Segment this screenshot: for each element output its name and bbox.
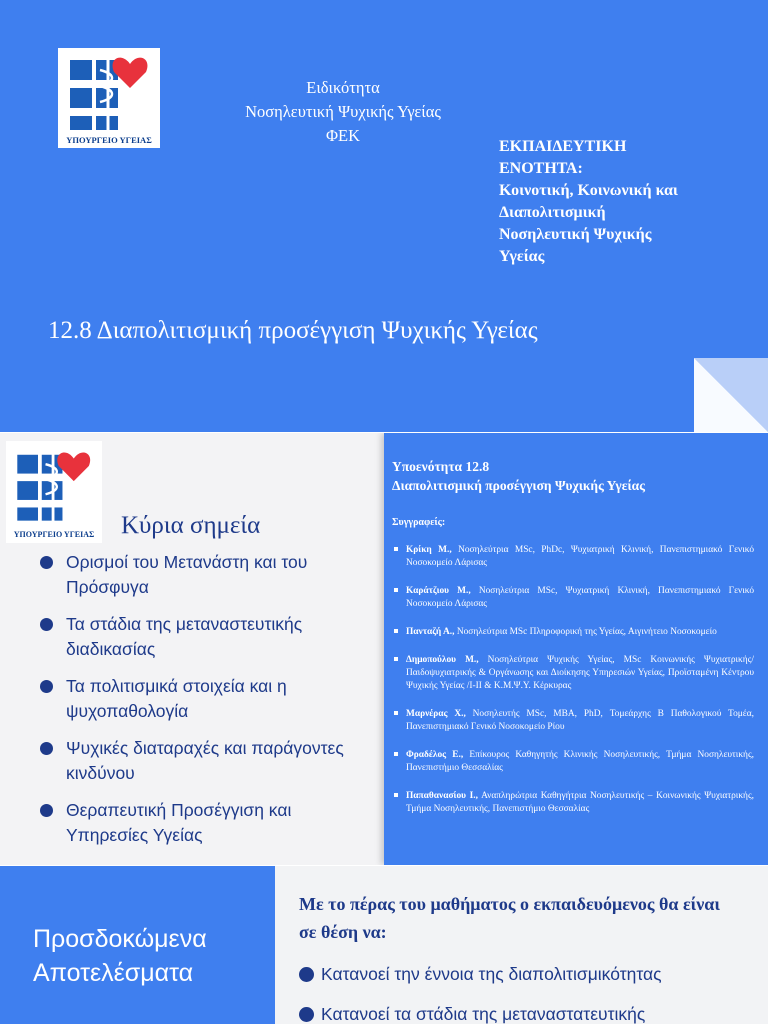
authors-panel	[384, 433, 768, 865]
author-desc: Νοσηλεύτρια MSc, Ψυχιατρική Κλινική, Πανεπιστημιακό Γενικό Νοσοκομείο Λάρισας	[406, 586, 755, 609]
outcomes-intro: Με το πέρας του μαθήματος ο εκπαιδευόμενος θα είναι σε θέση να:	[299, 894, 720, 942]
list-item	[40, 550, 370, 600]
author-name: Φραδέλος Ε.,	[406, 750, 464, 760]
list-item-text: Τα στάδια της μεταναστευτικής διαδικασίας	[66, 614, 303, 659]
author-item	[394, 544, 754, 570]
key-points-heading: Κύρια σημεία	[121, 512, 261, 539]
heading-line: ΦΕΚ	[325, 126, 361, 145]
folded-corner-decoration	[694, 358, 768, 432]
list-item	[299, 1001, 759, 1024]
authors-label: Συγγραφείς:	[392, 517, 446, 528]
list-item-text: Κατανοεί την έννοια της διαπολιτισμικότητας	[321, 964, 662, 984]
module-heading	[499, 136, 739, 268]
bullet-dot-icon	[299, 967, 314, 982]
author-item	[394, 626, 754, 639]
heading-line: Ειδικότητα	[306, 78, 380, 97]
bullet-square-icon	[394, 657, 398, 661]
outcomes-title: Προσδοκώμενα Αποτελέσματα	[33, 925, 207, 987]
outcomes-title-panel	[0, 866, 275, 1024]
specialty-heading	[208, 76, 478, 148]
list-item-text: Ψυχικές διαταραχές και παράγοντες κινδύνου	[66, 738, 344, 783]
title-slide	[0, 0, 768, 432]
bullet-dot-icon	[40, 618, 53, 631]
logo-caption: ΥΠΟΥΡΓΕΙΟ ΥΓΕΙΑΣ	[13, 530, 95, 539]
author-name: Καράτζιου Μ.,	[406, 586, 471, 596]
author-item	[394, 790, 754, 816]
list-item	[40, 612, 370, 662]
outcomes-panel	[275, 866, 768, 1024]
author-item	[394, 708, 754, 734]
module-line: Νοσηλευτική Ψυχικής	[499, 226, 652, 243]
bullet-dot-icon	[40, 680, 53, 693]
bullet-square-icon	[394, 711, 398, 715]
list-item	[40, 674, 370, 724]
author-desc: Νοσηλεύτρια MSc Πληροφορική της Υγείας, Αιγινήτειο Νοσοκομείο	[456, 627, 717, 637]
list-item	[40, 798, 370, 848]
caduceus-heart-icon	[58, 48, 160, 132]
author-item	[394, 585, 754, 611]
author-name: Πανταζή Α.,	[406, 627, 455, 637]
module-line: ΕΚΠΑΙΔΕΥΤΙΚΗ	[499, 138, 627, 155]
bullet-dot-icon	[299, 1007, 314, 1022]
bullet-dot-icon	[40, 804, 53, 817]
subunit-line: Διαπολιτισμική προσέγγιση Ψυχικής Υγείας	[392, 478, 645, 493]
author-desc: Αναπληρώτρια Καθηγήτρια Νοσηλευτικής – Κοινωνικής Ψυχιατρικής, Τμήμα Νοσηλευτικής, Πανεπιστήμιο Θεσσαλίας	[406, 791, 754, 814]
module-line: Κοινοτική, Κοινωνική και	[499, 182, 678, 199]
author-name: Μαρνέρας Χ.,	[406, 709, 466, 719]
key-points-panel	[0, 433, 384, 865]
bullet-dot-icon	[40, 742, 53, 755]
author-name: Κρίκη Μ.,	[406, 545, 452, 555]
author-name: Δημοπούλου Μ.,	[406, 655, 479, 665]
bullet-square-icon	[394, 588, 398, 592]
bullet-square-icon	[394, 752, 398, 756]
heading-line: Νοσηλευτική Ψυχικής Υγείας	[245, 102, 441, 121]
ministry-logo	[58, 48, 160, 148]
list-item-text: Ορισμοί του Μετανάστη και του Πρόσφυγα	[66, 552, 308, 597]
bullet-square-icon	[394, 547, 398, 551]
slide-title: 12.8 Διαπολιτισμική προσέγγιση Ψυχικής Υγείας	[48, 317, 538, 344]
key-points-list	[40, 550, 370, 860]
author-desc: Νοσηλεύτρια MSc, PhDc, Ψυχιατρική Κλινική, Πανεπιστημιακό Γενικό Νοσοκομείο Λάρισας	[406, 545, 755, 568]
module-line: Υγείας	[499, 248, 545, 265]
subunit-line: Υποενότητα 12.8	[392, 459, 490, 474]
author-item	[394, 749, 754, 775]
ministry-logo	[6, 441, 102, 543]
outcomes-slide	[0, 866, 768, 1024]
caduceus-heart-icon	[6, 441, 102, 525]
subunit-title	[392, 457, 752, 495]
author-item	[394, 654, 754, 693]
authors-list	[394, 544, 754, 831]
bullet-square-icon	[394, 629, 398, 633]
author-desc: Νοσηλεύτρια Ψυχικής Υγείας, MSc Κοινωνικής Ψυχιατρικής/Παιδοψυχιατρικής & Οργάνωσης και Διοίκησης Υπηρεσιών Υγείας, Προϊσταμένη Κέντρου Ψυχικής Υγείας /Ι-ΙΙ & Κ.Μ.Ψ.Υ. Κέρκυρας	[406, 655, 754, 691]
outcomes-list	[299, 961, 759, 1024]
list-item	[299, 961, 759, 987]
bullet-square-icon	[394, 793, 398, 797]
logo-caption: ΥΠΟΥΡΓΕΙΟ ΥΓΕΙΑΣ	[66, 135, 152, 145]
list-item-text: Κατανοεί τα στάδια της μεταναστατευτικής	[321, 1004, 646, 1024]
key-points-slide	[0, 433, 768, 865]
author-desc: Νοσηλευτής MSc, MBA, PhD, Τομεάρχης Β Παθολογικού Τομέα, Πανεπιστημιακό Γενικό Νοσοκομείο Ρίου	[406, 709, 754, 732]
list-item-text: Τα πολιτισμικά στοιχεία και η ψυχοπαθολογία	[66, 676, 287, 721]
module-line: Διαπολιτισμική	[499, 204, 606, 221]
author-desc: Επίκουρος Καθηγητής Κλινικής Νοσηλευτικής, Τμήμα Νοσηλευτικής, Πανεπιστήμιο Θεσσαλίας	[406, 750, 755, 773]
list-item-text: Θεραπευτική Προσέγγιση και Υπηρεσίες Υγείας	[66, 800, 292, 845]
list-item	[40, 736, 370, 786]
bullet-dot-icon	[40, 556, 53, 569]
module-line: ΕΝΟΤΗΤΑ:	[499, 160, 583, 177]
author-name: Παπαθανασίου Ι.,	[406, 791, 478, 801]
